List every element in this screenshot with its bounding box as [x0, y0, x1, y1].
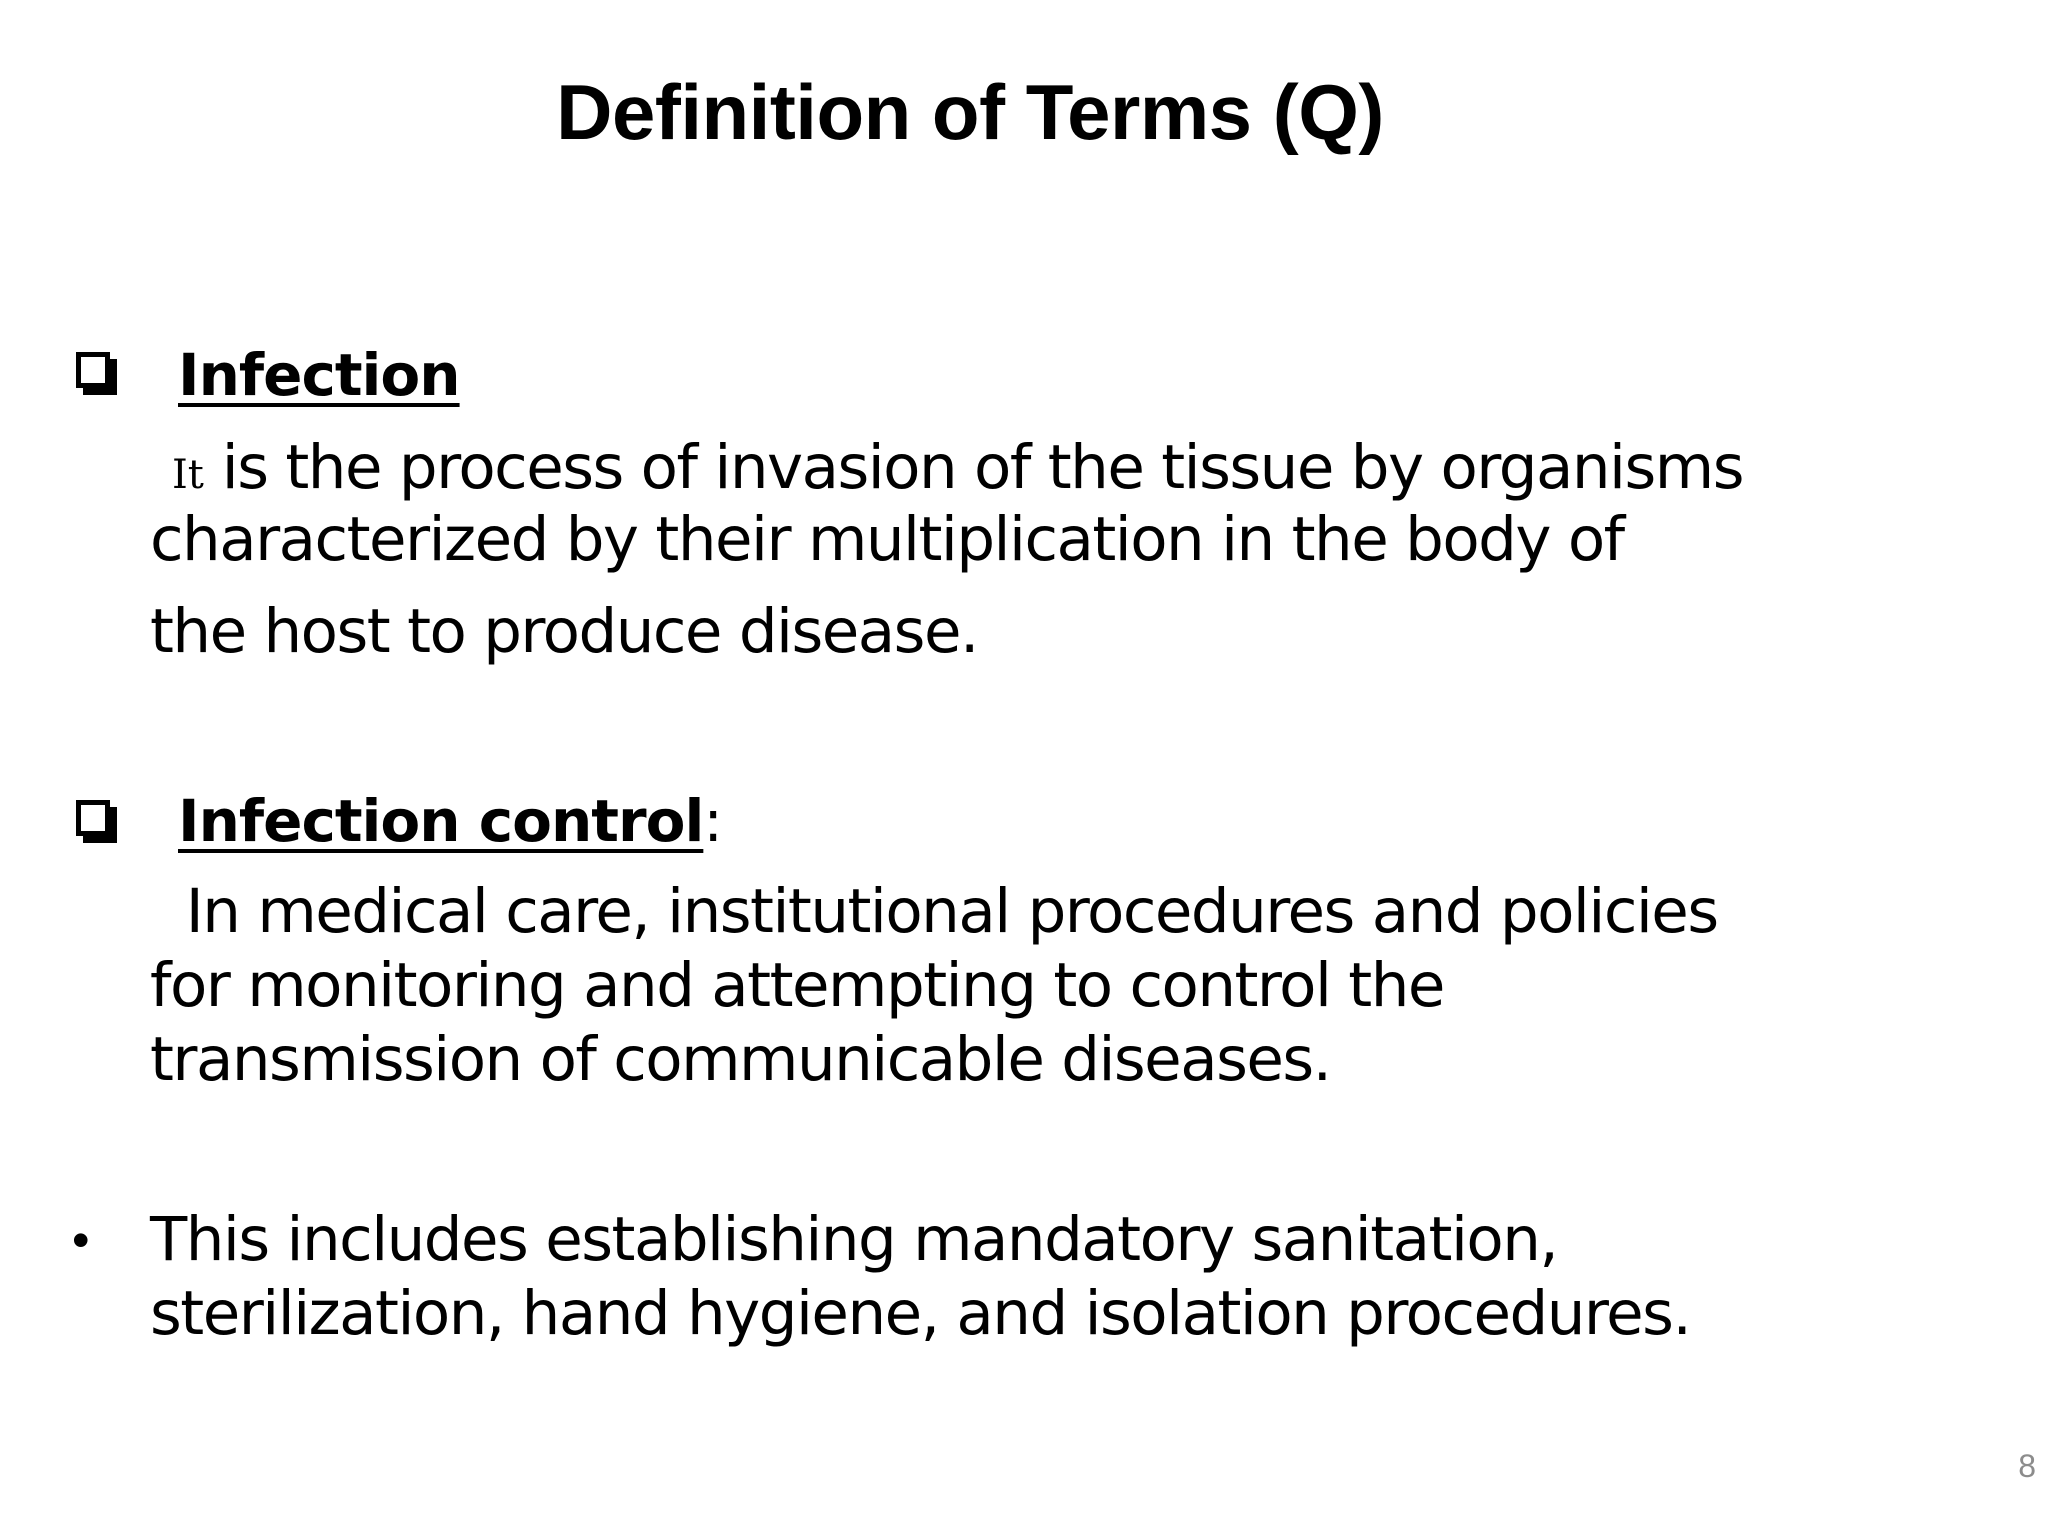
bullet-dot: • — [72, 1212, 90, 1268]
bullet-line: sterilization, hand hygiene, and isolation procedures. — [150, 1278, 1691, 1349]
term-heading-infection-control — [178, 786, 722, 856]
definition-line: In medical care, institutional procedures and policies — [150, 876, 1718, 947]
slide-number: 8 — [2018, 1448, 2036, 1484]
definition-line: characterized by their multiplication in the body of — [150, 504, 1624, 575]
bullet-line: This includes establishing mandatory sanitation, — [150, 1204, 1558, 1275]
checkbox-bullet-icon — [76, 352, 110, 388]
term-heading-colon: : — [703, 787, 722, 855]
definition-line: the host to produce disease. — [150, 596, 978, 667]
definition-line: for monitoring and attempting to control the — [150, 950, 1444, 1021]
term-heading-infection — [178, 340, 460, 410]
definition-line: transmission of communicable diseases. — [150, 1024, 1331, 1095]
definition-text: is the process of invasion of the tissue by organisms — [203, 432, 1743, 503]
term-heading-label: Infection — [178, 341, 460, 409]
definition-prefix: It — [172, 452, 204, 498]
checkbox-bullet-icon — [76, 800, 110, 836]
definition-line — [172, 432, 1743, 511]
term-heading-label: Infection control — [178, 787, 704, 855]
slide-title: Definition of Terms (Q) — [556, 68, 1384, 156]
